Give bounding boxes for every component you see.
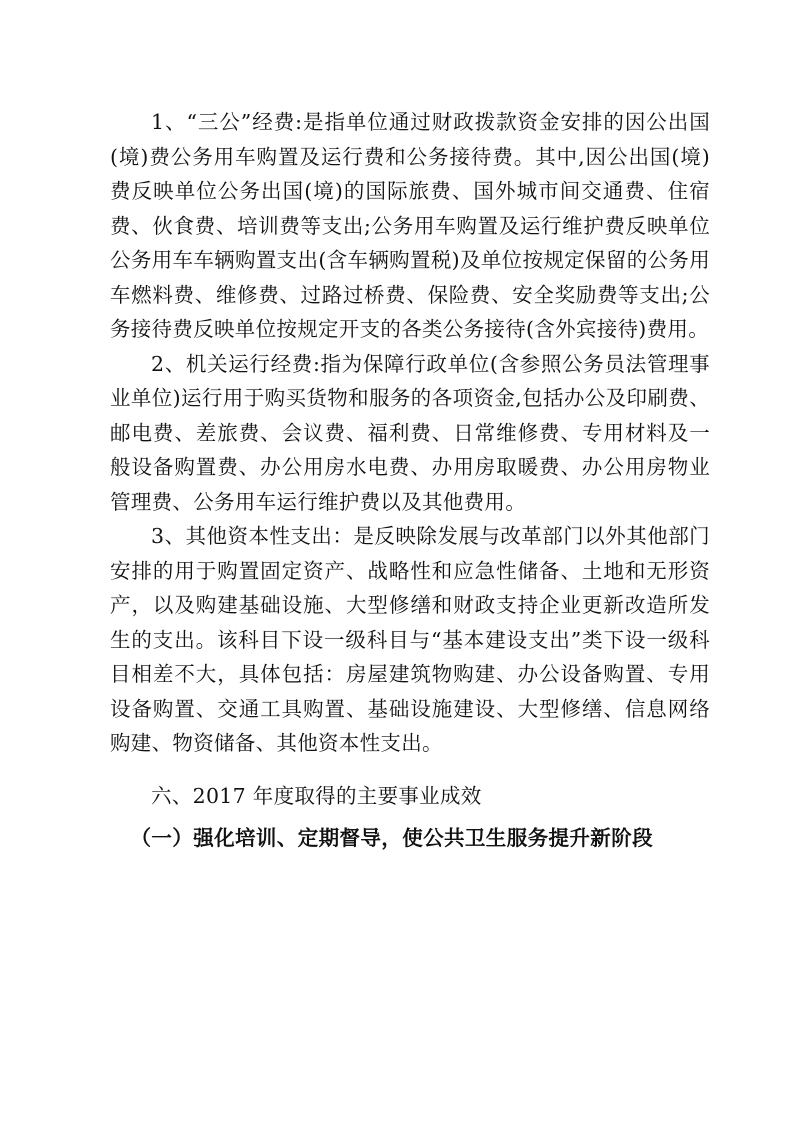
section-heading: 六、2017 年度取得的主要事业成效 bbox=[151, 783, 482, 808]
paragraph-three-public-expenses: 1、“三公”经费:是指单位通过财政拨款资金安排的因公出国(境)费公务用车购置及运行费和公务接待费。其中,因公出国(境)费反映单位公务出国(境)的国际旅费、国外城市间交通费、住宿费、伙食费、培训费等支出;公务用车购置及运行维护费反映单位公务用车车辆购置支出(含车辆购置税)及单位按规定保留的公务用车燃料费、维修费、过路过桥费、保险费、安全奖励费等支出;公务接待费反映单位按规定开支的各类公务接待(含外宾接待)费用。 bbox=[110, 110, 710, 341]
paragraph-other-capital-expenditure: 3、其他资本性支出：是反映除发展与改革部门以外其他部门安排的用于购置固定资产、战略性和应急性储备、土地和无形资产，以及购建基础设施、大型修缮和财政支持企业更新改造所发生的支出。该科目下设一级科目与“基本建设支出”类下设一级科目相差不大，具体包括：房屋建筑物购建、办公设备购置、专用设备购置、交通工具购置、基础设施建设、大型修缮、信息网络购建、物资储备、其他资本性支出。 bbox=[110, 524, 710, 755]
sub-heading: （一）强化培训、定期督导，使公共卫生服务提升新阶段 bbox=[130, 825, 653, 850]
document-body bbox=[110, 105, 710, 857]
paragraph-agency-operating-expenses: 2、机关运行经费:指为保障行政单位(含参照公务员法管理事业单位)运行用于购买货物和服务的各项资金,包括办公及印刷费、邮电费、差旅费、会议费、福利费、日常维修费、专用材料及一般设备购置费、办公用房水电费、办用房取暖费、办公用房物业管理费、公务用车运行维护费以及其他费用。 bbox=[110, 351, 710, 514]
